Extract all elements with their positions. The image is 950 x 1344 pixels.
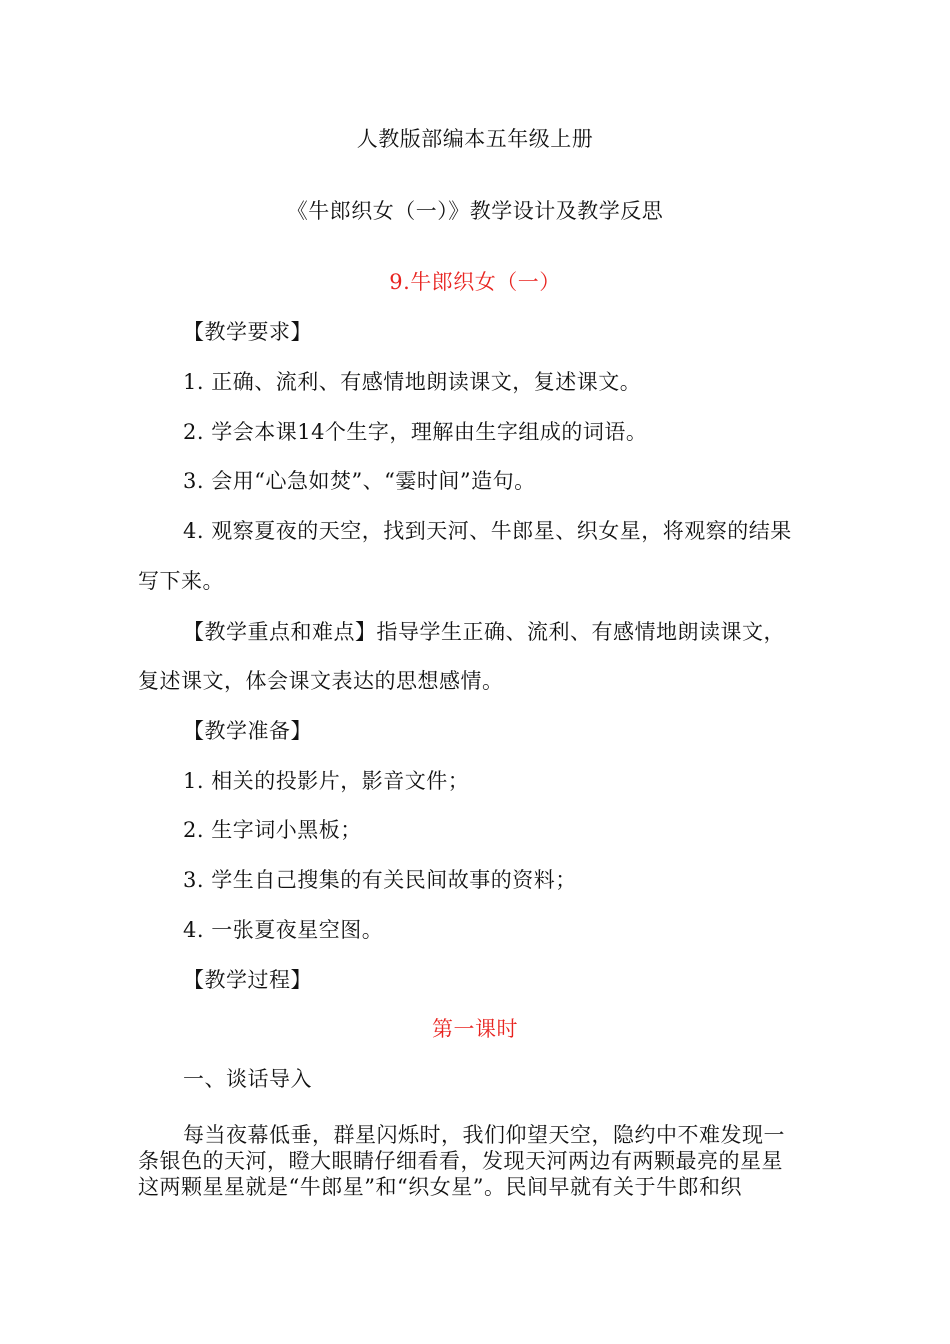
focus-paragraph-line: 【教学重点和难点】指导学生正确、流利、有感情地朗读课文， [183,620,785,644]
requirement-item-continued: 写下来。 [138,569,224,593]
focus-paragraph-line: 复述课文，体会课文表达的思想感情。 [138,669,504,693]
requirement-item: 1. 正确、流利、有感情地朗读课文，复述课文。 [183,370,642,394]
doc-title: 《牛郎织女（一）》教学设计及教学反思 [286,199,664,223]
requirements-heading: 【教学要求】 [183,320,312,344]
intro-paragraph [138,1122,818,1200]
prep-item: 4. 一张夏夜星空图。 [183,918,384,942]
period-title: 第一课时 [432,1017,518,1041]
intro-line: 条银色的天河，瞪大眼睛仔细看看，发现天河两边有两颗最亮的星星 [138,1149,783,1173]
requirement-item: 4. 观察夏夜的天空，找到天河、牛郎星、织女星，将观察的结果 [183,519,792,543]
prep-item: 2. 生字词小黑板； [183,818,362,842]
doc-header: 人教版部编本五年级上册 [356,127,594,151]
intro-line: 每当夜幕低垂，群星闪烁时，我们仰望天空，隐约中不难发现一 [183,1123,785,1147]
step-heading: 一、谈话导入 [183,1067,312,1091]
prep-item: 3. 学生自己搜集的有关民间故事的资料； [183,868,577,892]
prep-heading: 【教学准备】 [183,719,312,743]
requirement-item: 2. 学会本课14个生字，理解由生字组成的词语。 [183,420,648,444]
lesson-title: 9.牛郎织女（一） [389,270,561,294]
intro-line: 这两颗星星就是“牛郎星”和“织女星”。民间早就有关于牛郎和织 [138,1175,742,1199]
prep-item: 1. 相关的投影片，影音文件； [183,769,470,793]
requirement-item: 3. 会用“心急如焚”、“霎时间”造句。 [183,469,536,493]
process-heading: 【教学过程】 [183,968,312,992]
